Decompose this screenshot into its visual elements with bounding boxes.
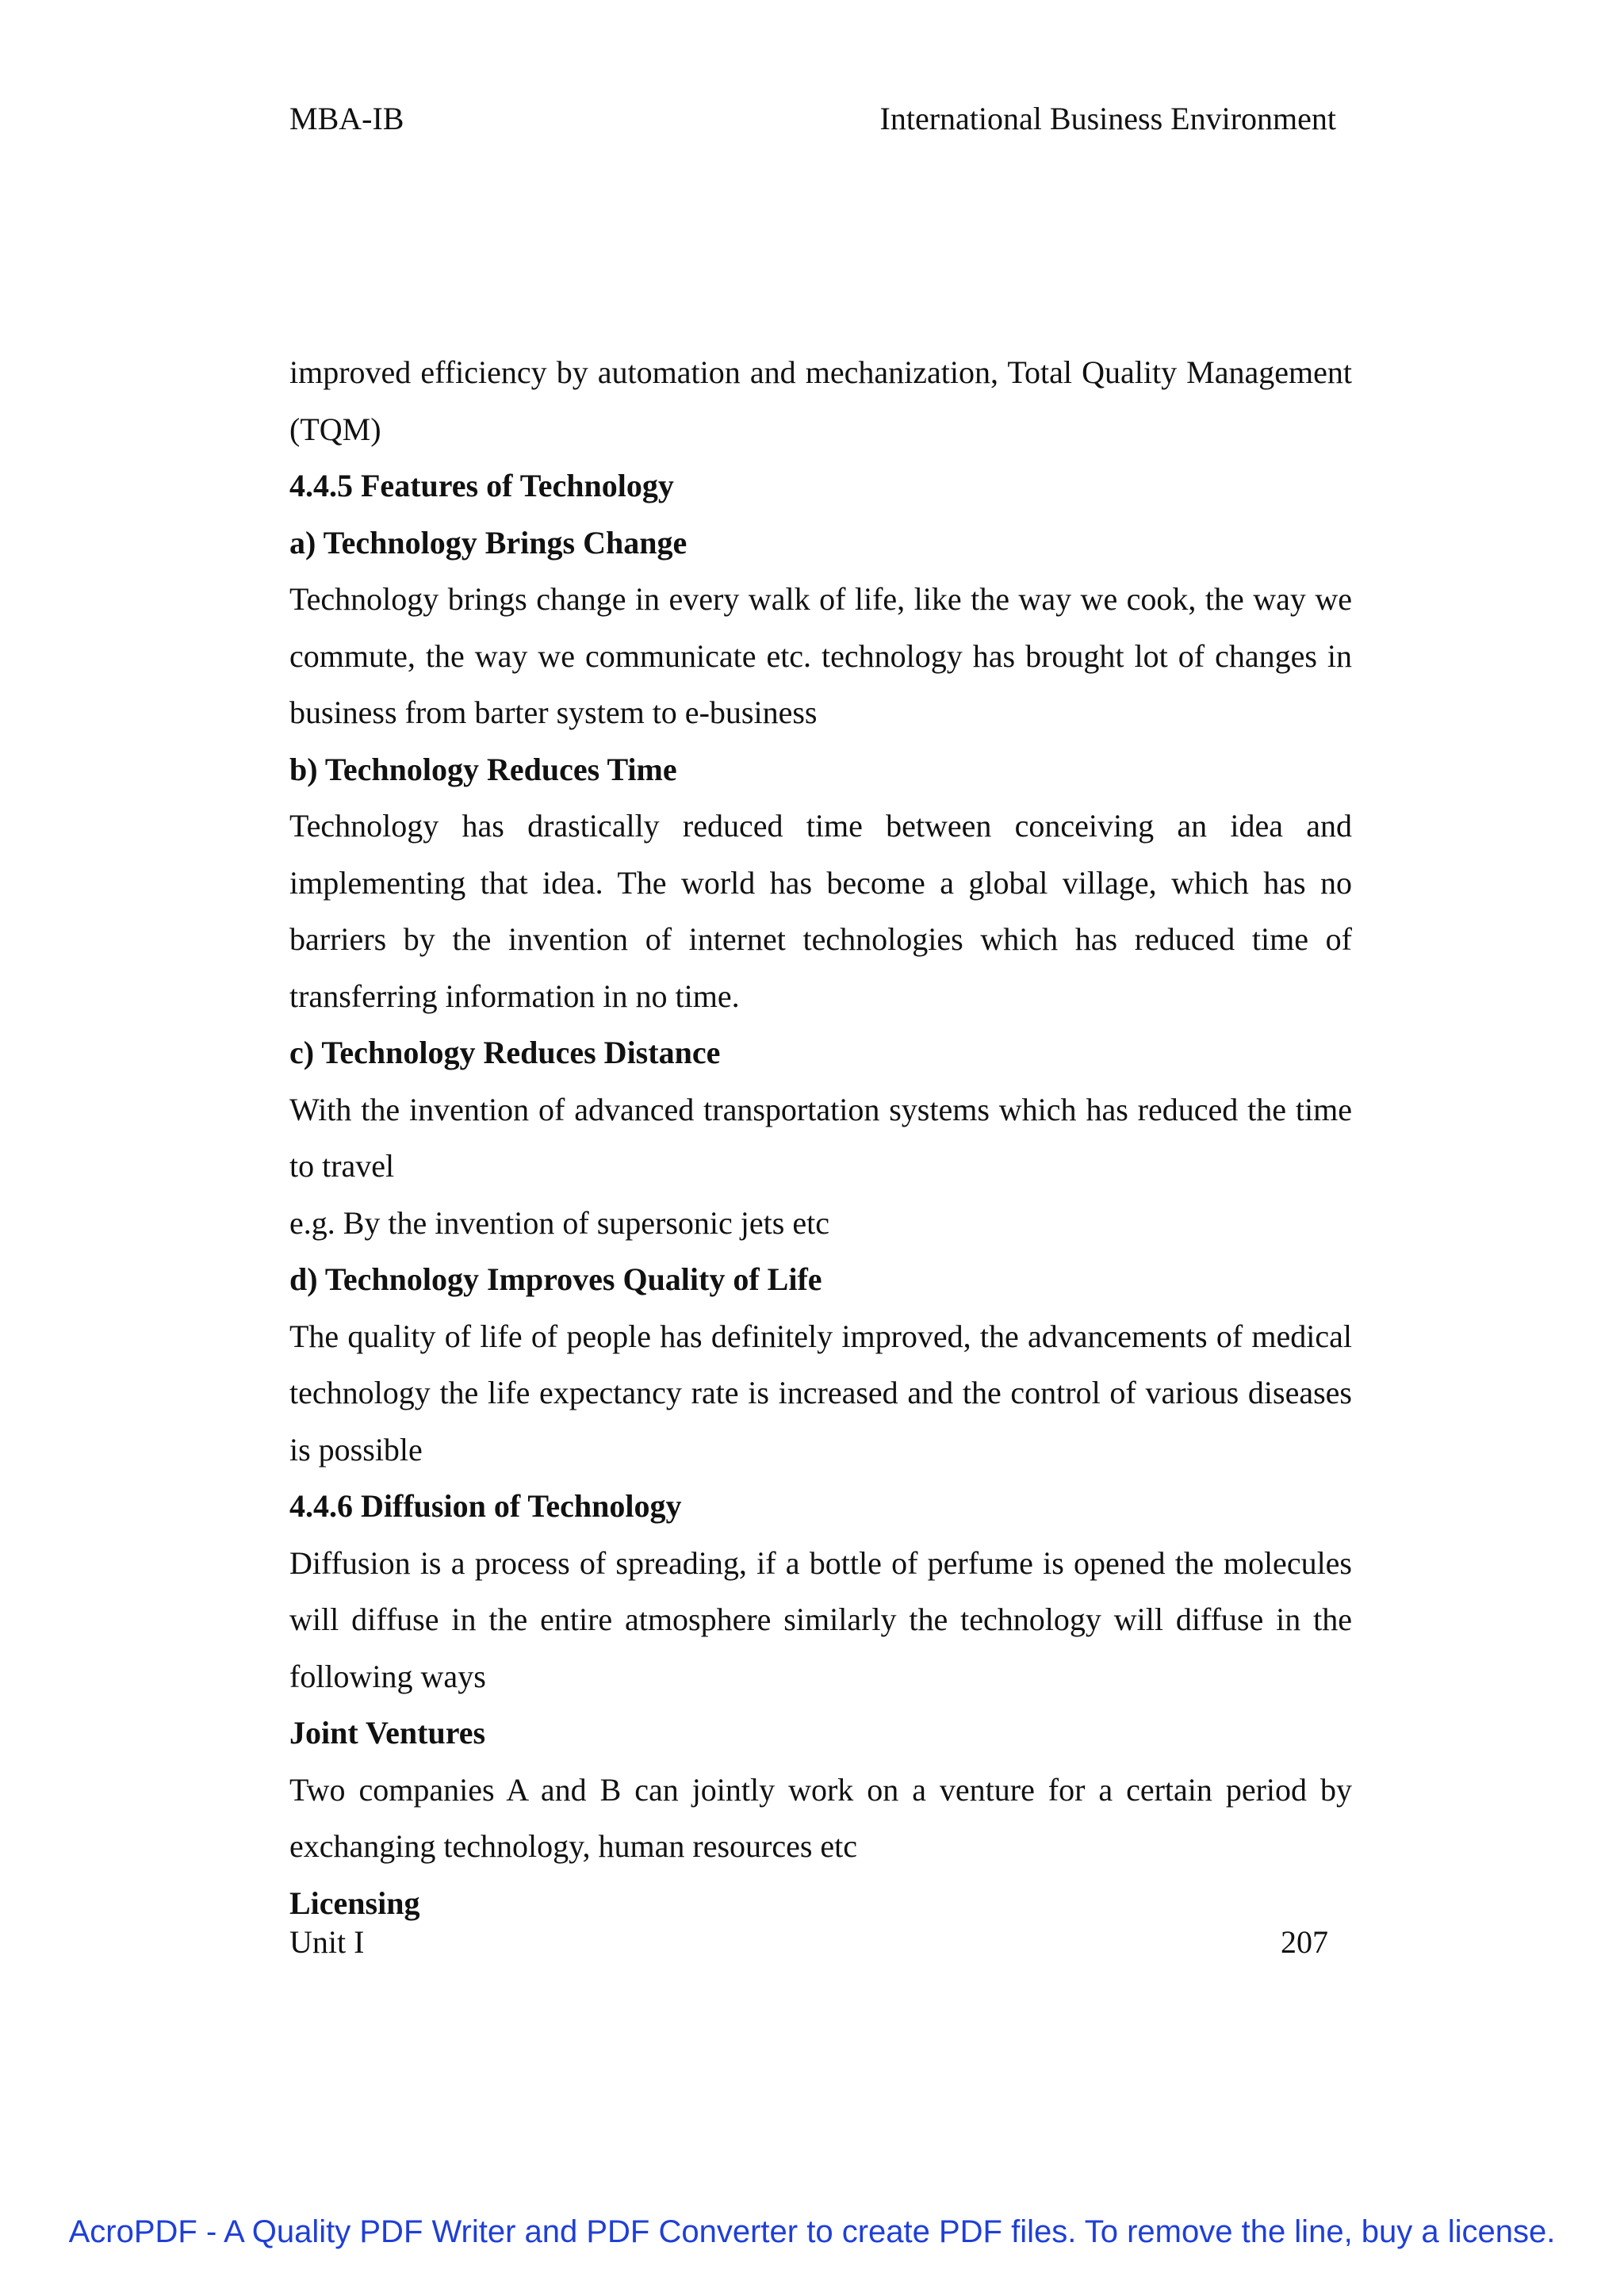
section-heading-4-4-6: 4.4.6 Diffusion of Technology [289,1488,682,1524]
acropdf-watermark-line: AcroPDF - A Quality PDF Writer and PDF Converter to create PDF files. To remove the line, buy a license. [68,2214,1556,2249]
footer-unit: Unit I [289,1924,365,1960]
paragraph-brings-change: Technology brings change in every walk of life, like the way we cook, the way we commute, the way we communicate etc. technology has brought lot of changes in business from barter system to e-business [289,581,1352,730]
paragraph-quality-of-life: The quality of life of people has definitely improved, the advancements of medical technology the life expectancy rate is increased and the control of various diseases is possible [289,1318,1352,1468]
subheading-reduces-distance: c) Technology Reduces Distance [289,1035,721,1070]
subheading-brings-change: a) Technology Brings Change [289,524,688,561]
header-course-code: MBA-IB [289,101,404,136]
page-number: 207 [1281,1924,1328,1960]
page-body [289,344,1352,1931]
section-heading-4-4-5: 4.4.5 Features of Technology [289,468,674,503]
paragraph-joint-ventures: Two companies A and B can jointly work on a venture for a certain period by exchanging technology, human resources etc [289,1771,1352,1864]
subheading-joint-ventures: Joint Ventures [289,1715,486,1751]
subheading-licensing: Licensing [289,1885,420,1921]
paragraph-reduces-distance: With the invention of advanced transportation systems which has reduced the time to travel [289,1091,1352,1184]
header-subject-title: International Business Environment [879,101,1336,136]
subheading-quality-of-life: d) Technology Improves Quality of Life [289,1261,822,1297]
paragraph-tqm: improved efficiency by automation and mechanization, Total Quality Management (TQM) [289,354,1352,447]
subheading-reduces-time: b) Technology Reduces Time [289,751,677,787]
paragraph-reduces-time: Technology has drastically reduced time between conceiving an idea and implementing that idea. The world has become a global village, which has no barriers by the invention of internet technologies which has reduced time of transferring information in no time. [289,808,1352,1014]
paragraph-example-jets: e.g. By the invention of supersonic jets etc [289,1204,829,1241]
paragraph-diffusion: Diffusion is a process of spreading, if a bottle of perfume is opened the molecules will diffuse in the entire atmosphere similarly the technology will diffuse in the following ways [289,1544,1352,1694]
